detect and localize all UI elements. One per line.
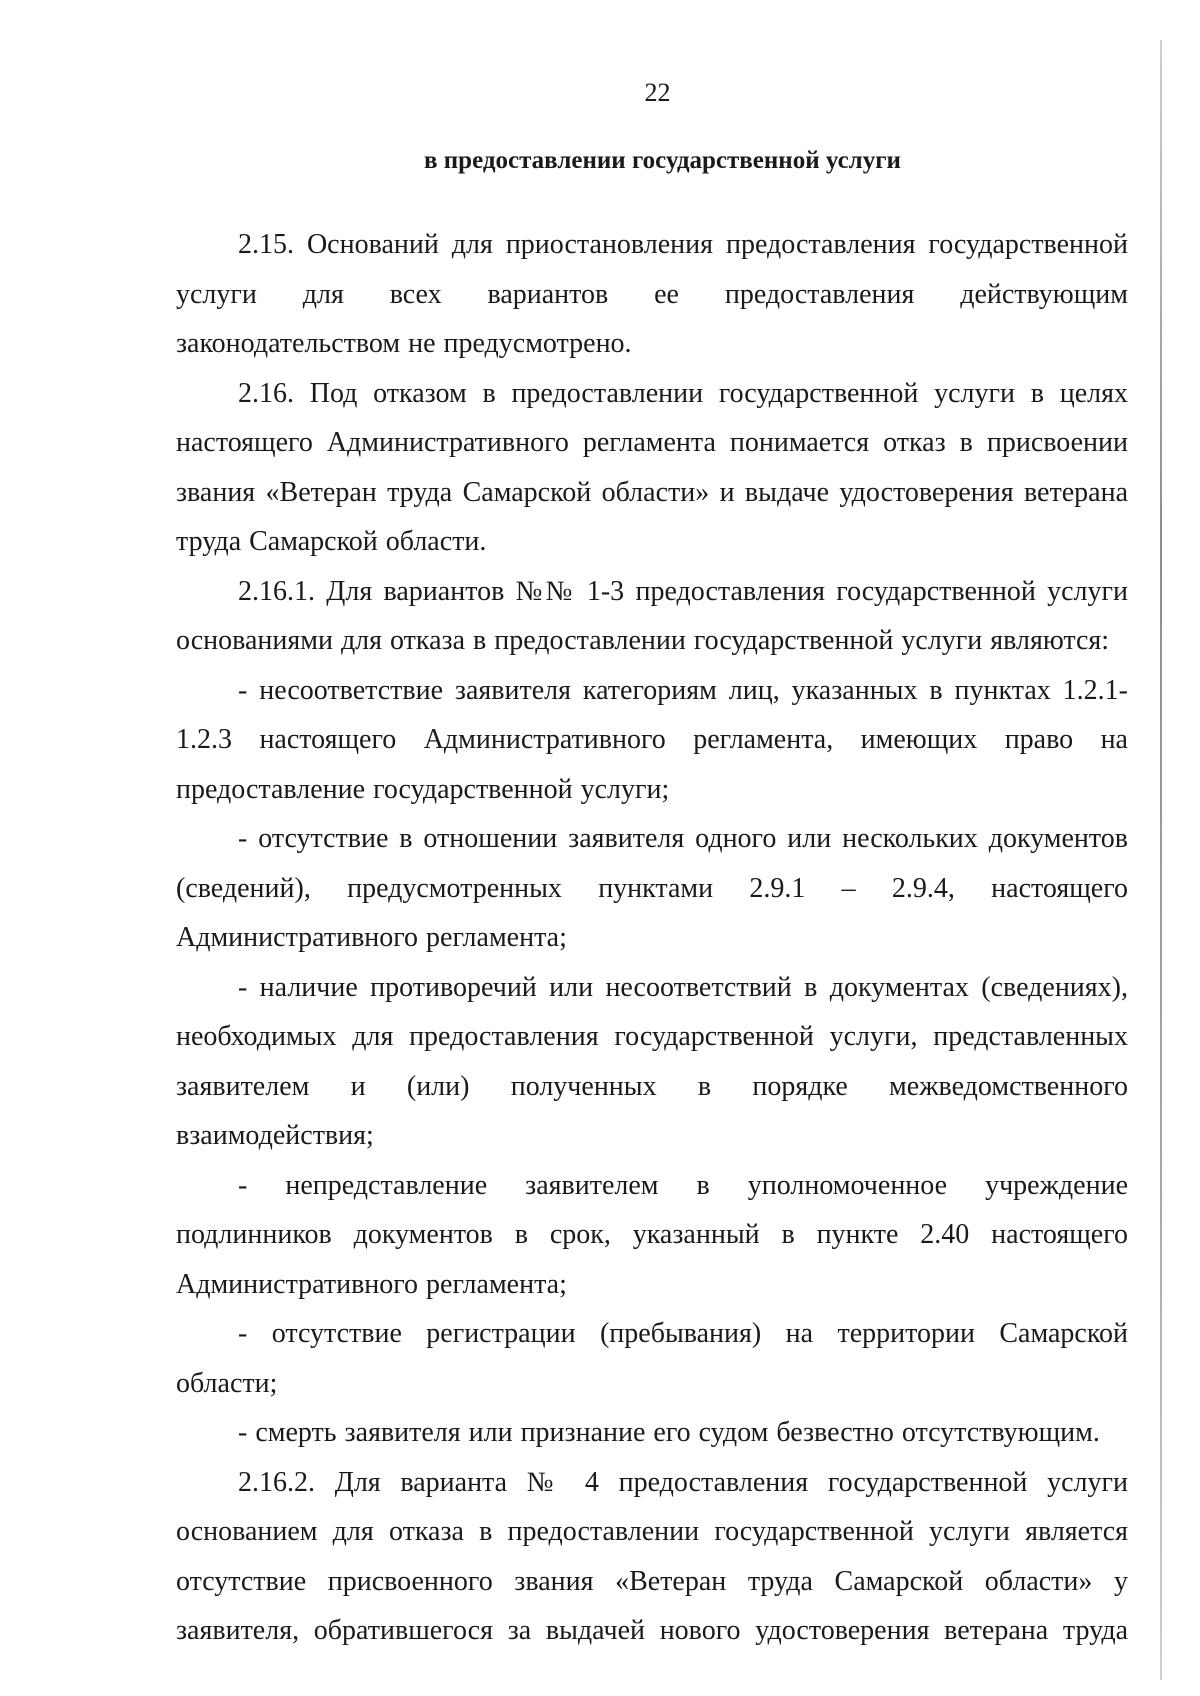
list-item-death-or-missing: - смерть заявителя или признание его судом безвестно отсутствующим. — [238, 1417, 1100, 1448]
page-number: 22 — [644, 78, 671, 107]
page-edge-line — [1160, 40, 1162, 1680]
paragraph-2-16: 2.16. Под отказом в предоставлении государственной услуги в целях настоящего Административного регламента понимается отказ в присвоении звания «Ветеран труда Самарской области» и выдаче удостоверения ветерана труда Самарской области. — [176, 377, 1128, 557]
list-item-category-mismatch: - несоответствие заявителя категориям лиц, указанных в пунктах 1.2.1-1.2.3 настоящего Административного регламента, имеющих право на предоставление государственной услуги; — [176, 674, 1128, 805]
paragraph-2-16-2: 2.16.2. Для варианта № 4 предоставления государственной услуги основанием для отказа в предоставлении государственной услуги является отсутствие присвоенного звания «Ветеран труда Самарской области» у заявителя, обратившегося за выдачей нового удостоверения ветерана труда — [176, 1466, 1128, 1646]
list-item-originals-not-provided: - непредставление заявителем в уполномоченное учреждение подлинников документов в срок, указанный в пункте 2.40 настоящего Административного регламента; — [176, 1169, 1128, 1300]
paragraph-2-15: 2.15. Оснований для приостановления предоставления государственной услуги для всех вариантов ее предоставления действующим законодательством не предусмотрено. — [176, 229, 1128, 359]
list-item-contradictions: - наличие противоречий или несоответствий в документах (сведениях), необходимых для предоставления государственной услуги, представленных заявителем и (или) полученных в порядке межведомственного взаимодействия; — [176, 971, 1128, 1151]
list-item-missing-documents: - отсутствие в отношении заявителя одного или нескольких документов (сведений), предусмотренных пунктами 2.9.1 – 2.9.4, настоящего Административного регламента; — [176, 823, 1128, 953]
section-title: в предоставлении государственной услуги — [424, 147, 901, 174]
paragraph-2-16-1: 2.16.1. Для вариантов №№ 1-3 предоставления государственной услуги основаниями для отказа в предоставлении государственной услуги являются: — [176, 575, 1128, 656]
list-item-no-registration: - отсутствие регистрации (пребывания) на территории Самарской области; — [176, 1318, 1128, 1399]
document-body — [176, 220, 1128, 1656]
